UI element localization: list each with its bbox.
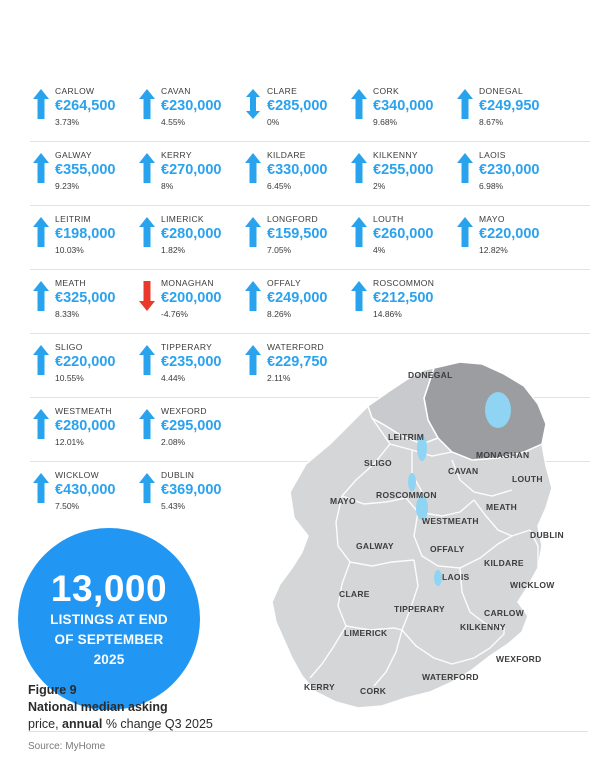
map-label-kerry: KERRY — [304, 682, 335, 692]
county-pct: 12.82% — [479, 245, 508, 255]
map-label-roscommon: ROSCOMMON — [376, 490, 437, 500]
county-cell-cavan[interactable] — [136, 78, 242, 141]
figure-label: Figure 9 — [28, 683, 77, 697]
map-label-cavan: CAVAN — [448, 466, 479, 476]
county-price: €198,000 — [55, 226, 116, 242]
county-price: €220,000 — [479, 226, 540, 242]
county-name: DUBLIN — [161, 470, 195, 480]
ireland-map — [246, 340, 614, 740]
county-price: €220,000 — [55, 354, 116, 370]
county-pct: 9.68% — [373, 117, 398, 127]
county-cell-kerry[interactable] — [136, 142, 242, 205]
county-cell-roscommon[interactable] — [348, 270, 454, 333]
county-pct: 9.23% — [55, 181, 80, 191]
county-name: KILKENNY — [373, 150, 418, 160]
county-price: €430,000 — [55, 482, 116, 498]
table-row — [30, 78, 590, 142]
listings-text-line1: LISTINGS AT END — [50, 612, 168, 627]
map-label-mayo: MAYO — [330, 496, 356, 506]
county-price: €285,000 — [267, 98, 328, 114]
county-price: €325,000 — [55, 290, 116, 306]
county-price: €249,950 — [479, 98, 540, 114]
county-name: GALWAY — [55, 150, 92, 160]
county-pct: -4.76% — [161, 309, 188, 319]
map-label-wicklow: WICKLOW — [510, 580, 555, 590]
county-name: LONGFORD — [267, 214, 318, 224]
map-label-kildare: KILDARE — [484, 558, 524, 568]
arrow-up-icon — [348, 278, 370, 311]
county-name: WEXFORD — [161, 406, 207, 416]
listings-count: 13,000 — [50, 568, 168, 609]
arrow-updown-icon — [242, 86, 264, 119]
county-name: WICKLOW — [55, 470, 100, 480]
county-price: €255,000 — [373, 162, 434, 178]
county-name: OFFALY — [267, 278, 302, 288]
county-pct: 8.26% — [267, 309, 292, 319]
caption-line2-bold: annual — [62, 717, 103, 731]
county-pct: 2.11% — [267, 373, 291, 383]
county-pct: 8.67% — [479, 117, 504, 127]
county-pct: 4.55% — [161, 117, 186, 127]
table-row — [30, 142, 590, 206]
county-cell-laois[interactable] — [454, 142, 560, 205]
footer-divider — [28, 731, 588, 732]
arrow-up-icon — [348, 214, 370, 247]
arrow-up-icon — [348, 86, 370, 119]
arrow-up-icon — [136, 150, 158, 183]
county-price: €270,000 — [161, 162, 222, 178]
source-label: Source: MyHome — [28, 741, 106, 752]
county-cell-leitrim[interactable] — [30, 206, 136, 269]
caption-line2-pre: price, — [28, 717, 63, 731]
map-label-offaly: OFFALY — [430, 544, 465, 554]
county-cell-kilkenny[interactable] — [348, 142, 454, 205]
map-label-laois: LAOIS — [442, 572, 470, 582]
figure-caption — [28, 682, 278, 733]
map-label-leitrim: LEITRIM — [388, 432, 425, 442]
arrow-up-icon — [30, 406, 52, 439]
county-name: CAVAN — [161, 86, 191, 96]
county-pct: 4.44% — [161, 373, 186, 383]
county-price: €280,000 — [55, 418, 116, 434]
arrow-down-icon — [136, 278, 158, 311]
county-pct: 14.86% — [373, 309, 402, 319]
county-name: WESTMEATH — [55, 406, 112, 416]
county-name: SLIGO — [55, 342, 83, 352]
arrow-up-icon — [454, 86, 476, 119]
county-cell-louth[interactable] — [348, 206, 454, 269]
county-price: €260,000 — [373, 226, 434, 242]
listings-text-line3: 2025 — [93, 652, 125, 667]
county-cell-kildare[interactable] — [242, 142, 348, 205]
county-name: ROSCOMMON — [373, 278, 435, 288]
county-pct: 2% — [373, 181, 386, 191]
county-cell-clare[interactable] — [242, 78, 348, 141]
arrow-up-icon — [136, 406, 158, 439]
county-name: WATERFORD — [267, 342, 324, 352]
arrow-up-icon — [30, 86, 52, 119]
county-price: €249,000 — [267, 290, 328, 306]
arrow-up-icon — [136, 86, 158, 119]
county-pct: 7.05% — [267, 245, 292, 255]
county-price: €280,000 — [161, 226, 222, 242]
county-price: €230,000 — [161, 98, 222, 114]
county-price: €340,000 — [373, 98, 434, 114]
county-price: €264,500 — [55, 98, 116, 114]
county-cell-monaghan[interactable] — [136, 270, 242, 333]
county-pct: 12.01% — [55, 437, 84, 447]
map-label-donegal: DONEGAL — [408, 370, 453, 380]
map-label-limerick: LIMERICK — [344, 628, 388, 638]
county-pct: 8.33% — [55, 309, 80, 319]
county-price: €230,000 — [479, 162, 540, 178]
county-cell-dublin[interactable] — [136, 462, 242, 526]
caption-line1: National median asking — [28, 700, 168, 714]
arrow-up-icon — [30, 214, 52, 247]
county-price: €355,000 — [55, 162, 116, 178]
county-price: €369,000 — [161, 482, 222, 498]
county-name: CORK — [373, 86, 399, 96]
county-pct: 10.03% — [55, 245, 84, 255]
county-pct: 2.08% — [161, 437, 186, 447]
county-cell-galway[interactable] — [30, 142, 136, 205]
county-name: TIPPERARY — [161, 342, 213, 352]
county-price: €235,000 — [161, 354, 222, 370]
county-cell-cork[interactable] — [348, 78, 454, 141]
county-cell-sligo[interactable] — [30, 334, 136, 397]
county-pct: 6.45% — [267, 181, 292, 191]
county-name: LAOIS — [479, 150, 506, 160]
county-pct: 4% — [373, 245, 386, 255]
map-label-kilkenny: KILKENNY — [460, 622, 506, 632]
table-row — [30, 206, 590, 270]
map-label-monaghan: MONAGHAN — [476, 450, 530, 460]
county-cell-empty-1 — [454, 270, 560, 333]
map-label-tipperary: TIPPERARY — [394, 604, 446, 614]
map-label-louth: LOUTH — [512, 474, 543, 484]
county-cell-meath[interactable] — [30, 270, 136, 333]
county-name: LIMERICK — [161, 214, 204, 224]
county-name: MAYO — [479, 214, 505, 224]
arrow-up-icon — [136, 470, 158, 503]
arrow-up-icon — [454, 150, 476, 183]
county-name: CARLOW — [55, 86, 95, 96]
county-price: €229,750 — [267, 354, 328, 370]
map-label-clare: CLARE — [339, 589, 370, 599]
county-cell-limerick[interactable] — [136, 206, 242, 269]
arrow-up-icon — [242, 278, 264, 311]
county-pct: 6.98% — [479, 181, 504, 191]
county-price: €330,000 — [267, 162, 328, 178]
county-cell-offaly[interactable] — [242, 270, 348, 333]
county-cell-tipperary[interactable] — [136, 334, 242, 397]
arrow-up-icon — [242, 214, 264, 247]
county-pct: 1.82% — [161, 245, 186, 255]
county-name: KERRY — [161, 150, 192, 160]
caption-line2-post: % change Q3 2025 — [102, 717, 213, 731]
county-cell-westmeath[interactable] — [30, 398, 136, 461]
county-cell-wicklow[interactable] — [30, 462, 136, 526]
map-label-dublin: DUBLIN — [530, 530, 564, 540]
county-price: €212,500 — [373, 290, 434, 306]
table-row — [30, 270, 590, 334]
county-cell-wexford[interactable] — [136, 398, 242, 461]
county-cell-carlow[interactable] — [30, 78, 136, 141]
county-name: DONEGAL — [479, 86, 524, 96]
map-label-sligo: SLIGO — [364, 458, 392, 468]
map-label-carlow: CARLOW — [484, 608, 525, 618]
county-name: MEATH — [55, 278, 86, 288]
county-name: KILDARE — [267, 150, 306, 160]
arrow-up-icon — [242, 150, 264, 183]
county-pct: 8% — [161, 181, 174, 191]
map-label-cork: CORK — [360, 686, 387, 696]
county-price: €295,000 — [161, 418, 222, 434]
map-label-wexford: WEXFORD — [496, 654, 542, 664]
county-pct: 5.43% — [161, 501, 186, 511]
listings-text-line2: OF SEPTEMBER — [54, 632, 164, 647]
arrow-up-icon — [136, 214, 158, 247]
county-name: MONAGHAN — [161, 278, 214, 288]
county-name: LEITRIM — [55, 214, 91, 224]
arrow-up-icon — [136, 342, 158, 375]
map-label-galway: GALWAY — [356, 541, 394, 551]
county-cell-longford[interactable] — [242, 206, 348, 269]
arrow-up-icon — [348, 150, 370, 183]
county-pct: 10.55% — [55, 373, 84, 383]
arrow-up-icon — [454, 214, 476, 247]
arrow-up-icon — [30, 342, 52, 375]
county-pct: 3.73% — [55, 117, 80, 127]
map-label-waterford: WATERFORD — [422, 672, 479, 682]
map-label-meath: MEATH — [486, 502, 518, 512]
county-price: €200,000 — [161, 290, 222, 306]
county-price: €159,500 — [267, 226, 328, 242]
county-name: LOUTH — [373, 214, 404, 224]
county-cell-donegal[interactable] — [454, 78, 560, 141]
arrow-up-icon — [30, 150, 52, 183]
arrow-up-icon — [30, 470, 52, 503]
county-name: CLARE — [267, 86, 298, 96]
county-cell-mayo[interactable] — [454, 206, 560, 269]
arrow-up-icon — [30, 278, 52, 311]
map-label-westmeath: WESTMEATH — [422, 516, 479, 526]
county-pct: 0% — [267, 117, 280, 127]
county-pct: 7.50% — [55, 501, 80, 511]
